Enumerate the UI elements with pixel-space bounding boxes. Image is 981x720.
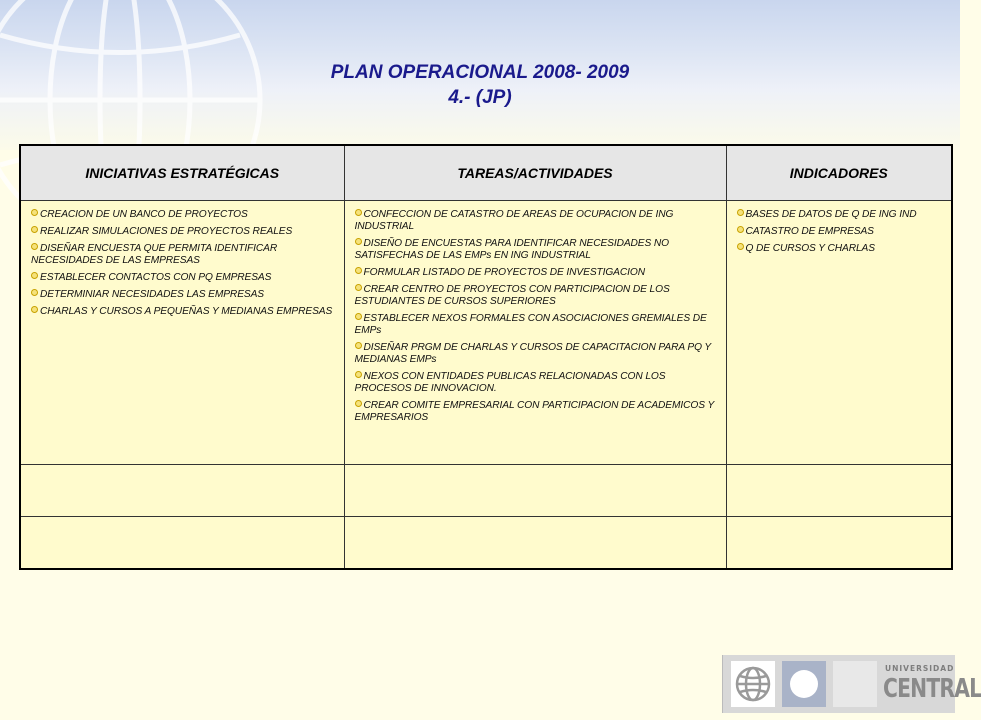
bullet-icon [31,306,38,313]
cell-iniciativas [20,201,344,465]
list-item: BASES DE DATOS DE Q DE ING IND [737,209,942,221]
bullet-icon [355,313,362,320]
empty-cell [344,517,726,569]
list-item: FORMULAR LISTADO DE PROYECTOS DE INVESTIGACION [355,267,716,279]
list-indicadores [737,209,942,255]
logo-text-big: CENTRAL [883,674,981,704]
list-item: CHARLAS Y CURSOS A PEQUEÑAS Y MEDIANAS EMPRESAS [31,306,334,318]
table-row-empty [20,517,952,569]
list-iniciativas [31,209,334,318]
header-indicadores: INDICADORES [726,145,952,201]
empty-cell [726,517,952,569]
list-item: CREAR COMITE EMPRESARIAL CON PARTICIPACION DE ACADEMICOS Y EMPRESARIOS [354,400,714,423]
empty-cell [20,517,344,569]
bullet-icon [31,209,38,216]
bullet-icon [737,243,744,250]
page-title: PLAN OPERACIONAL 2008- 2009 [330,62,630,83]
list-item: DISEÑO DE ENCUESTAS PARA IDENTIFICAR NECESIDADES NO SATISFECHAS DE LAS EMPs EN ING INDUSTRIAL [354,238,669,261]
list-item: ESTABLECER NEXOS FORMALES CON ASOCIACIONES GREMIALES DE EMPs [354,313,707,336]
bullet-icon [355,209,362,216]
bullet-icon [31,226,38,233]
bullet-icon [355,284,362,291]
list-item: CREACION DE UN BANCO DE PROYECTOS [31,209,334,221]
list-item: CATASTRO DE EMPRESAS [737,226,942,238]
cell-indicadores [726,201,952,465]
bullet-icon [355,238,362,245]
cell-tareas [344,201,726,465]
list-item: ESTABLECER CONTACTOS CON PQ EMPRESAS [31,272,334,284]
logo-circle-square [833,661,877,707]
logo-globe-square [731,661,775,707]
bullet-icon [355,267,362,274]
list-item: CONFECCION DE CATASTRO DE AREAS DE OCUPACION DE ING INDUSTRIAL [354,209,674,232]
empty-cell [344,465,726,517]
bullet-icon [355,400,362,407]
list-item: DISEÑAR ENCUESTA QUE PERMITA IDENTIFICAR NECESIDADES DE LAS EMPRESAS [31,243,278,266]
header-iniciativas: INICIATIVAS ESTRATÉGICAS [20,145,344,201]
globe-icon [731,661,775,707]
table-header-row [20,145,952,201]
empty-cell [20,465,344,517]
bullet-icon [31,289,38,296]
circle-icon [790,670,818,698]
plan-table [19,144,953,570]
logo-circle-square [782,661,826,707]
logo-text-small: UNIVERSIDAD [885,664,955,673]
page-subtitle: 4.- (JP) [448,87,512,108]
title-block [0,60,960,110]
bullet-icon [31,243,38,250]
bullet-icon [355,371,362,378]
header-tareas: TAREAS/ACTIVIDADES [344,145,726,201]
bullet-icon [31,272,38,279]
bullet-icon [737,209,744,216]
bullet-icon [355,342,362,349]
table-row [20,201,952,465]
table-row-empty [20,465,952,517]
list-item: REALIZAR SIMULACIONES DE PROYECTOS REALES [31,226,334,238]
list-item: DISEÑAR PRGM DE CHARLAS Y CURSOS DE CAPACITACION PARA PQ Y MEDIANAS EMPs [354,342,711,365]
list-item: Q DE CURSOS Y CHARLAS [737,243,942,255]
bullet-icon [737,226,744,233]
empty-cell [726,465,952,517]
list-item: CREAR CENTRO DE PROYECTOS CON PARTICIPACION DE LOS ESTUDIANTES DE CURSOS SUPERIORES [354,284,670,307]
list-tareas [355,209,716,424]
list-item: DETERMINIAR NECESIDADES LAS EMPRESAS [31,289,334,301]
list-item: NEXOS CON ENTIDADES PUBLICAS RELACIONADAS CON LOS PROCESOS DE INNOVACION. [354,371,666,394]
university-logo [722,655,981,713]
